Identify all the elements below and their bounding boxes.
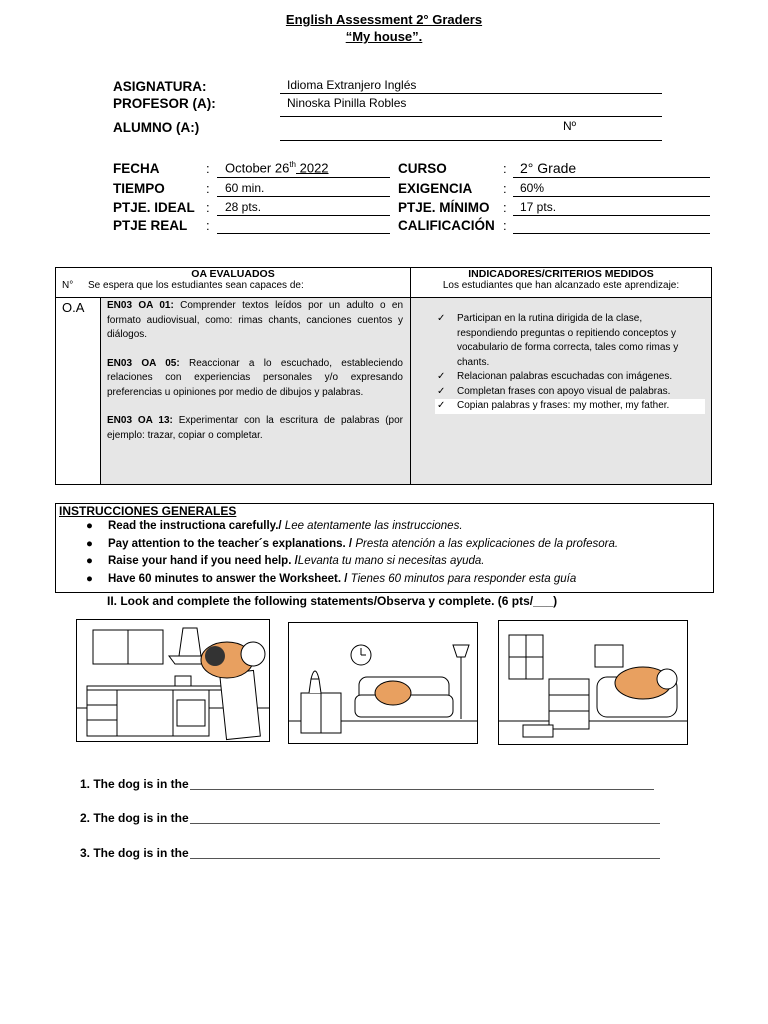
curso-value: 2° Grade — [513, 160, 710, 178]
asignatura-value: Idioma Extranjero Inglés — [280, 78, 662, 94]
fecha-year: 2022 — [296, 160, 329, 176]
objective-3 — [107, 414, 403, 443]
asignatura-label: ASIGNATURA: — [113, 79, 207, 94]
profesor-label: PROFESOR (A): — [113, 96, 216, 111]
calificacion-field[interactable] — [513, 217, 710, 234]
instruction-en: Have 60 minutes to answer the Worksheet. / — [108, 572, 348, 585]
fecha-colon: : — [206, 161, 210, 176]
indicator-item: ✓ Participan en la rutina dirigida de la clase, respondiendo preguntas o repitiendo conceptos y vocabulario de forma correcta, tales como rimas y chants. — [435, 312, 705, 370]
tiempo-colon: : — [206, 181, 210, 196]
curso-label: CURSO — [398, 161, 447, 176]
oa-left-sub-text: Se espera que los estudiantes sean capaces de: — [88, 280, 304, 291]
numero-label: Nº — [563, 119, 577, 133]
fecha-value — [217, 160, 390, 178]
objective-2 — [107, 357, 403, 401]
instruction-es: Lee atentamente las instrucciones. — [281, 520, 463, 532]
instruction-en: Pay attention to the teacher´s explanations. / — [108, 537, 353, 550]
instructions-box — [55, 503, 714, 593]
living-room-picture — [288, 622, 478, 744]
oa-left-header-cell — [56, 268, 411, 298]
ptje-real-field[interactable] — [217, 217, 390, 234]
fecha-label: FECHA — [113, 161, 160, 176]
fecha-ordinal: th — [289, 160, 296, 169]
instruction-es: Levanta tu mano si necesitas ayuda. — [297, 555, 485, 567]
section-2-heading: II. Look and complete the following statements/Observa y complete. (6 pts/___) — [107, 594, 558, 608]
kitchen-picture — [76, 619, 270, 742]
objective-1-text: Comprender textos leídos por un adulto o en formato audiovisual, como: rimas chants, canciones cuentos y diálogos. — [107, 300, 404, 340]
objective-1-code: EN03 OA 01: — [107, 300, 174, 311]
alumno-field[interactable] — [280, 122, 662, 141]
oa-right-header: INDICADORES/CRITERIOS MEDIDOS — [468, 268, 654, 280]
exigencia-colon: : — [503, 181, 507, 196]
instruction-item — [56, 571, 713, 589]
oa-right-sub: Los estudiantes que han alcanzado este aprendizaje: — [442, 280, 680, 291]
oa-row-label: O.A — [56, 298, 101, 485]
profesor-line — [280, 116, 662, 117]
objective-3-text: Experimentar con la escritura de palabras (por ejemplo: trazar, copiar o completar. — [107, 415, 403, 441]
bullet-icon: ● — [86, 520, 93, 532]
oa-right-header-cell — [411, 268, 712, 298]
indicator-list — [435, 312, 705, 414]
oa-left-header: OA EVALUADOS — [191, 268, 275, 280]
instructions-heading: INSTRUCCIONES GENERALES — [59, 504, 237, 518]
objective-2-code: EN03 OA 05: — [107, 357, 180, 369]
instruction-en: Raise your hand if you need help. / — [108, 555, 298, 567]
profesor-value: Ninoska Pinilla Robles — [287, 96, 407, 110]
instruction-item — [56, 553, 713, 571]
objective-3-code: EN03 OA 13: — [107, 415, 173, 426]
instruction-en: Read the instructiona carefully./ — [108, 520, 282, 532]
indicator-item: ✓ Completan frases con apoyo visual de palabras. — [435, 385, 705, 400]
answer-field-3[interactable] — [190, 858, 660, 859]
ptje-real-colon: : — [206, 218, 210, 233]
page-title: English Assessment 2° Graders — [285, 12, 483, 27]
bullet-icon: ● — [86, 537, 93, 550]
answer-field-2[interactable] — [190, 823, 660, 824]
page-subtitle: “My house”. — [345, 29, 423, 44]
question-3: 3. The dog is in the — [80, 846, 189, 860]
indicator-item: ✓ Copian palabras y frases: my mother, my father. — [435, 399, 705, 414]
question-2: 2. The dog is in the — [80, 811, 189, 825]
living-room-scene-icon — [289, 623, 477, 743]
ptje-minimo-label: PTJE. MÍNIMO — [398, 200, 490, 215]
oa-objectives-cell — [101, 298, 411, 485]
bullet-icon: ● — [86, 572, 93, 585]
ptje-ideal-colon: : — [206, 200, 210, 215]
instruction-item — [56, 536, 713, 554]
instruction-es: Presta atención a las explicaciones de la profesora. — [352, 537, 619, 550]
instruction-item — [56, 518, 713, 536]
exigencia-label: EXIGENCIA — [398, 181, 473, 196]
bullet-icon: ● — [86, 555, 93, 567]
question-1: 1. The dog is in the — [80, 777, 189, 791]
ptje-ideal-label: PTJE. IDEAL — [113, 200, 195, 215]
curso-colon: : — [503, 161, 507, 176]
calificacion-label: CALIFICACIÓN — [398, 218, 495, 233]
fecha-day: October 26 — [225, 160, 290, 176]
objective-1 — [107, 299, 403, 343]
instruction-es: Tienes 60 minutos para responder esta guía — [347, 572, 577, 585]
exigencia-value: 60% — [513, 181, 710, 197]
oa-table — [55, 267, 712, 485]
bedroom-scene-icon — [499, 621, 687, 744]
calificacion-colon: : — [503, 218, 507, 233]
ptje-real-label: PTJE REAL — [113, 218, 188, 233]
tiempo-label: TIEMPO — [113, 181, 165, 196]
alumno-label: ALUMNO (A:) — [113, 120, 200, 135]
ptje-minimo-value: 17 pts. — [513, 200, 710, 216]
oa-left-sub — [56, 280, 410, 291]
indicator-item: ✓ Relacionan palabras escuchadas con imágenes. — [435, 370, 705, 385]
answer-field-1[interactable] — [190, 789, 654, 790]
oa-num-label: N° — [62, 280, 74, 291]
kitchen-scene-icon — [77, 620, 269, 741]
tiempo-value: 60 min. — [217, 181, 390, 197]
bedroom-picture — [498, 620, 688, 745]
ptje-minimo-colon: : — [503, 200, 507, 215]
oa-indicators-cell — [411, 298, 712, 485]
objective-2-text: Reaccionar a lo escuchado, estableciendo relaciones con experiencias personales y/o expresando preferencias u opiniones por medio de dibujos y palabras. — [107, 357, 403, 398]
ptje-ideal-value: 28 pts. — [217, 200, 390, 216]
